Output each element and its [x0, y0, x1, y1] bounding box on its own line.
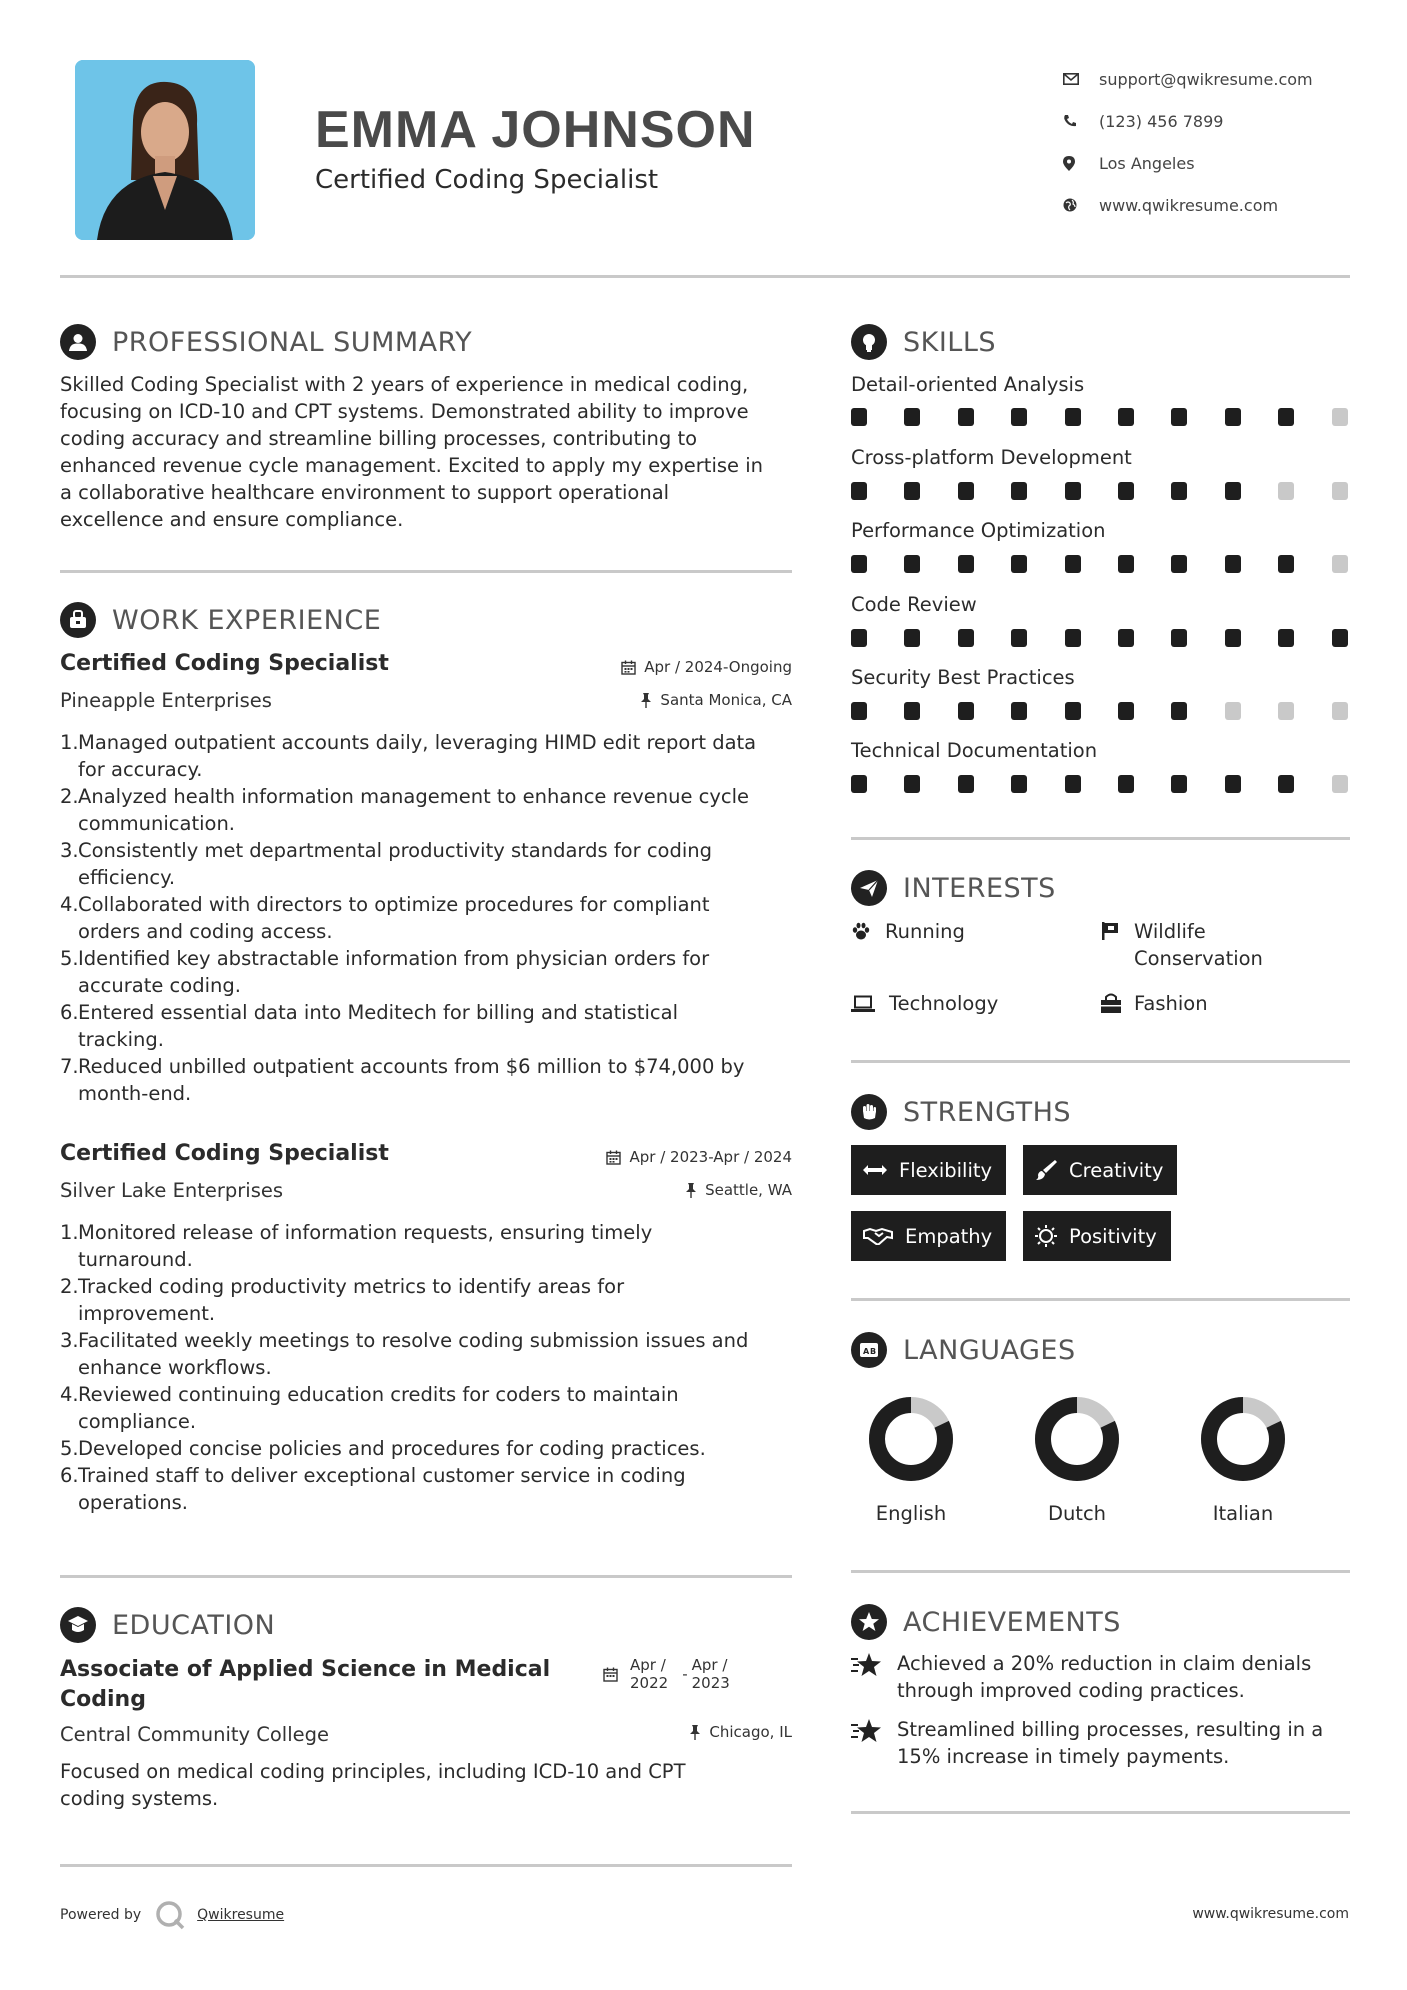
- pushpin-icon: [640, 693, 652, 708]
- languages-title: LANGUAGES: [903, 1334, 1076, 1366]
- handshake-icon: [863, 1227, 893, 1245]
- job-title: Certified Coding Specialist: [60, 1141, 389, 1166]
- summary-line: a collaborative healthcare environment to support operational: [60, 481, 670, 504]
- duty-item: 1. Monitored release of information requests, ensuring timely turnaround.: [60, 1221, 653, 1271]
- summary-line: excellence and ensure compliance.: [60, 508, 404, 531]
- calendar-icon: [603, 1667, 618, 1682]
- interest-running: [851, 918, 965, 948]
- rating-dot-filled: [851, 408, 867, 426]
- rating-dot-filled: [1225, 555, 1241, 573]
- job-location-text: Santa Monica, CA: [660, 691, 792, 709]
- education-start: Apr / 2022: [630, 1656, 669, 1692]
- rating-dot-filled: [958, 702, 974, 720]
- brush-icon: [1035, 1159, 1057, 1181]
- proficiency-ring: [1198, 1394, 1288, 1484]
- rating-dot-filled: [1065, 482, 1081, 500]
- rating-dot-filled: [1011, 629, 1027, 647]
- education-location: [689, 1723, 792, 1741]
- education-heading: [60, 1605, 275, 1645]
- svg-text:B: B: [870, 1347, 877, 1356]
- skill-rating: [851, 775, 1351, 793]
- achievement-item: [851, 1716, 1351, 1770]
- language-english: [851, 1394, 971, 1525]
- job-dates-text: Apr / 2023-Apr / 2024: [629, 1148, 792, 1166]
- language-name: Italian: [1212, 1502, 1274, 1525]
- education-end: Apr / 2023: [691, 1656, 730, 1692]
- laptop-icon: [851, 990, 889, 1020]
- achievement-text: Streamlined billing processes, resulting in a 15% increase in timely payments.: [897, 1718, 1324, 1768]
- rating-dot-filled: [958, 555, 974, 573]
- contact-location: [1063, 142, 1383, 184]
- degree-title: Associate of Applied Science in Medical Coding: [60, 1657, 551, 1712]
- qwikresume-link[interactable]: Qwikresume: [197, 1907, 285, 1923]
- interest-label: Wildlife Conservation: [1134, 920, 1263, 970]
- interests-title: INTERESTS: [903, 872, 1056, 904]
- achievements-heading: [851, 1602, 1121, 1642]
- achievement-text: Achieved a 20% reduction in claim denials through improved coding practices.: [897, 1652, 1312, 1702]
- rating-dot-filled: [1171, 629, 1187, 647]
- lightbulb-icon: [851, 324, 887, 360]
- rating-dot-filled: [851, 555, 867, 573]
- interest-fashion: [1100, 990, 1208, 1020]
- contact-block: [1063, 58, 1383, 226]
- rating-dot-filled: [1065, 702, 1081, 720]
- skills-heading: [851, 322, 996, 362]
- qwikresume-logo-icon: [155, 1900, 185, 1930]
- job-dates: [606, 1148, 792, 1166]
- rating-dot-filled: [1225, 482, 1241, 500]
- candidate-title: Certified Coding Specialist: [315, 165, 659, 195]
- pushpin-icon: [685, 1183, 697, 1198]
- job-title: Certified Coding Specialist: [60, 651, 389, 676]
- education-divider: [60, 1864, 792, 1867]
- header-divider: [60, 275, 1350, 278]
- star-burst-icon: [851, 1650, 897, 1685]
- rating-dot-filled: [1065, 408, 1081, 426]
- skill-name: Security Best Practices: [851, 666, 1075, 689]
- duty-item: 5. Developed concise policies and procedures for coding practices.: [60, 1437, 706, 1460]
- skill-rating: [851, 482, 1351, 500]
- rating-dot-filled: [1332, 629, 1348, 647]
- proficiency-ring: [866, 1394, 956, 1484]
- duty-item: 2. Analyzed health information management to enhance revenue cycle communication.: [60, 785, 750, 835]
- profile-photo: [75, 60, 255, 240]
- paper-plane-icon: [851, 870, 887, 906]
- job-duties: [60, 729, 795, 1107]
- rating-dot-empty: [1332, 408, 1348, 426]
- contact-email[interactable]: [1063, 58, 1383, 100]
- skill-name: Detail-oriented Analysis: [851, 373, 1085, 396]
- rating-dot-filled: [1278, 555, 1294, 573]
- rating-dot-filled: [904, 408, 920, 426]
- education-location-text: Chicago, IL: [709, 1723, 792, 1741]
- rating-dot-filled: [1118, 775, 1134, 793]
- rating-dot-filled: [1278, 775, 1294, 793]
- website-text: www.qwikresume.com: [1099, 195, 1279, 215]
- rating-dot-filled: [1171, 408, 1187, 426]
- interest-label: Technology: [889, 992, 999, 1015]
- rating-dot-filled: [1011, 702, 1027, 720]
- skill-rating: [851, 629, 1351, 647]
- rating-dot-filled: [958, 629, 974, 647]
- languages-heading: [851, 1330, 1076, 1370]
- rating-dot-filled: [851, 629, 867, 647]
- rating-dot-filled: [851, 482, 867, 500]
- date-separator: -: [682, 1665, 688, 1683]
- summary-line: coding accuracy and streamline billing processes, contributing to: [60, 427, 698, 450]
- achievement-item: [851, 1650, 1351, 1704]
- skills-divider: [851, 837, 1350, 840]
- skill-name: Performance Optimization: [851, 519, 1106, 542]
- strength-label: Positivity: [1069, 1224, 1157, 1248]
- strengths-heading: [851, 1092, 1071, 1132]
- rating-dot-filled: [904, 775, 920, 793]
- rating-dot-filled: [1225, 775, 1241, 793]
- email-text: support@qwikresume.com: [1099, 69, 1313, 89]
- flag-icon: [1100, 918, 1134, 948]
- strength-positivity: [1023, 1211, 1171, 1261]
- skill-name: Cross-platform Development: [851, 446, 1132, 469]
- globe-icon: [1063, 198, 1099, 212]
- interest-label: Running: [885, 920, 965, 943]
- map-pin-icon: [1063, 156, 1099, 171]
- star-burst-icon: [851, 1716, 897, 1751]
- rating-dot-filled: [1065, 629, 1081, 647]
- duty-item: 1. Managed outpatient accounts daily, leveraging HIMD edit report data for accuracy.: [60, 731, 757, 781]
- language-dutch: [1017, 1394, 1137, 1525]
- rating-dot-filled: [1171, 775, 1187, 793]
- summary-line: focusing on ICD-10 and CPT systems. Demonstrated ability to improve: [60, 400, 749, 423]
- rating-dot-filled: [851, 702, 867, 720]
- rating-dot-filled: [1065, 555, 1081, 573]
- duty-item: 5. Identified key abstractable information from physician orders for accurate coding.: [60, 947, 710, 997]
- arrows-icon: [863, 1164, 887, 1176]
- strengths-divider: [851, 1298, 1350, 1301]
- rating-dot-filled: [1118, 482, 1134, 500]
- rating-dot-filled: [1011, 482, 1027, 500]
- rating-dot-filled: [958, 408, 974, 426]
- rating-dot-filled: [1171, 482, 1187, 500]
- strength-label: Creativity: [1069, 1158, 1164, 1182]
- strength-label: Empathy: [905, 1224, 993, 1248]
- rating-dot-empty: [1332, 775, 1348, 793]
- envelope-icon: [1063, 73, 1099, 85]
- strength-empathy: [851, 1211, 1006, 1261]
- phone-icon: [1063, 114, 1099, 128]
- skills-title: SKILLS: [903, 326, 997, 358]
- language-italian: [1183, 1394, 1303, 1525]
- summary-heading: [60, 322, 472, 362]
- strengths-title: STRENGTHS: [903, 1096, 1072, 1128]
- rating-dot-empty: [1225, 702, 1241, 720]
- school-name: Central Community College: [60, 1723, 330, 1746]
- briefcase-icon: [60, 602, 96, 638]
- candidate-name: EMMA JOHNSON: [315, 101, 756, 159]
- proficiency-ring: [1032, 1394, 1122, 1484]
- duty-item: 4. Reviewed continuing education credits for coders to maintain compliance.: [60, 1383, 679, 1433]
- location-text: Los Angeles: [1099, 153, 1195, 173]
- contact-phone[interactable]: [1063, 100, 1383, 142]
- experience-divider: [60, 1575, 792, 1578]
- rating-dot-filled: [904, 629, 920, 647]
- calendar-icon: [621, 660, 636, 675]
- experience-heading: [60, 600, 381, 640]
- duty-item: 3. Consistently met departmental productivity standards for coding efficiency.: [60, 839, 713, 889]
- rating-dot-filled: [1225, 629, 1241, 647]
- skill-rating: [851, 702, 1351, 720]
- star-icon: [851, 1604, 887, 1640]
- job-duties: [60, 1219, 795, 1516]
- summary-line: Skilled Coding Specialist with 2 years of experience in medical coding,: [60, 373, 749, 396]
- svg-text:A: A: [863, 1347, 870, 1356]
- rating-dot-filled: [1011, 408, 1027, 426]
- fist-icon: [851, 1094, 887, 1130]
- rating-dot-filled: [1118, 408, 1134, 426]
- achievements-title: ACHIEVEMENTS: [903, 1606, 1121, 1638]
- interests-heading: [851, 868, 1056, 908]
- rating-dot-empty: [1332, 555, 1348, 573]
- interests-divider: [851, 1060, 1350, 1063]
- rating-dot-filled: [1011, 775, 1027, 793]
- rating-dot-filled: [1118, 702, 1134, 720]
- skill-rating: [851, 408, 1351, 426]
- rating-dot-filled: [1278, 629, 1294, 647]
- languages-divider: [851, 1570, 1350, 1573]
- rating-dot-filled: [904, 702, 920, 720]
- rating-dot-filled: [904, 555, 920, 573]
- language-name: English: [875, 1502, 947, 1525]
- education-dates: [603, 1656, 730, 1692]
- paw-icon: [851, 918, 885, 948]
- strength-flexibility: [851, 1145, 1006, 1195]
- calendar-icon: [606, 1150, 621, 1165]
- summary-divider: [60, 570, 792, 573]
- powered-by-text: Powered by: [60, 1907, 142, 1923]
- rating-dot-empty: [1278, 482, 1294, 500]
- job-company: Silver Lake Enterprises: [60, 1179, 284, 1202]
- experience-title: WORK EXPERIENCE: [112, 604, 382, 636]
- interest-technology: [851, 990, 998, 1020]
- rating-dot-filled: [958, 775, 974, 793]
- bag-icon: [1100, 990, 1134, 1020]
- rating-dot-filled: [1118, 629, 1134, 647]
- summary-title: PROFESSIONAL SUMMARY: [112, 326, 473, 358]
- achievements-divider: [851, 1811, 1350, 1814]
- job-dates: [621, 658, 792, 676]
- summary-line: enhanced revenue cycle management. Excited to apply my expertise in: [60, 454, 763, 477]
- skill-rating: [851, 555, 1351, 573]
- skill-name: Code Review: [851, 593, 977, 616]
- job-location: [640, 691, 792, 709]
- rating-dot-filled: [958, 482, 974, 500]
- duty-item: 6. Entered essential data into Meditech for billing and statistical tracking.: [60, 1001, 679, 1051]
- education-description: Focused on medical coding principles, including ICD-10 and CPT coding systems.: [60, 1760, 686, 1810]
- rating-dot-filled: [1225, 408, 1241, 426]
- pushpin-icon: [689, 1725, 701, 1740]
- rating-dot-filled: [851, 775, 867, 793]
- rating-dot-filled: [1171, 555, 1187, 573]
- job-company: Pineapple Enterprises: [60, 689, 272, 712]
- rating-dot-filled: [904, 482, 920, 500]
- rating-dot-filled: [1011, 555, 1027, 573]
- interest-label: Fashion: [1134, 992, 1208, 1015]
- rating-dot-filled: [1065, 775, 1081, 793]
- sun-icon: [1035, 1225, 1057, 1247]
- user-icon: [60, 324, 96, 360]
- summary-text: [60, 371, 800, 533]
- graduate-icon: [60, 1607, 96, 1643]
- footer-website[interactable]: www.qwikresume.com: [1192, 1906, 1349, 1922]
- language-name: Dutch: [1047, 1502, 1107, 1525]
- duty-item: 7. Reduced unbilled outpatient accounts from $6 million to $74,000 by month-end.: [60, 1055, 745, 1105]
- duty-item: 3. Facilitated weekly meetings to resolve coding submission issues and enhance workflows.: [60, 1329, 749, 1379]
- skill-name: Technical Documentation: [851, 739, 1098, 762]
- strength-label: Flexibility: [899, 1158, 993, 1182]
- phone-text: (123) 456 7899: [1099, 111, 1224, 131]
- language-icon: [851, 1332, 887, 1368]
- rating-dot-empty: [1278, 702, 1294, 720]
- duty-item: 4. Collaborated with directors to optimize procedures for compliant orders and coding access.: [60, 893, 710, 943]
- rating-dot-empty: [1332, 702, 1348, 720]
- education-title: EDUCATION: [112, 1609, 276, 1641]
- rating-dot-filled: [1171, 702, 1187, 720]
- rating-dot-filled: [1278, 408, 1294, 426]
- job-dates-text: Apr / 2024-Ongoing: [644, 658, 792, 676]
- interest-wildlife: [1100, 918, 1263, 972]
- rating-dot-filled: [1118, 555, 1134, 573]
- duty-item: 2. Tracked coding productivity metrics to identify areas for improvement.: [60, 1275, 625, 1325]
- strength-creativity: [1023, 1145, 1177, 1195]
- rating-dot-empty: [1332, 482, 1348, 500]
- contact-website[interactable]: [1063, 184, 1383, 226]
- job-location: [685, 1181, 792, 1199]
- footer-powered-by: [60, 1900, 284, 1930]
- job-location-text: Seattle, WA: [705, 1181, 792, 1199]
- duty-item: 6. Trained staff to deliver exceptional customer service in coding operations.: [60, 1464, 686, 1514]
